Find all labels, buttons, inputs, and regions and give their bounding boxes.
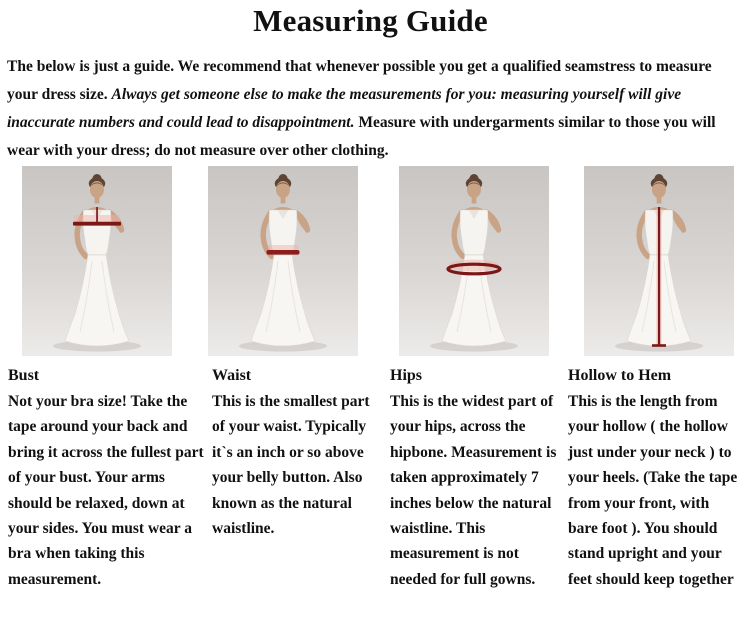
section-heading-hips: Hips xyxy=(390,367,423,384)
section-hips xyxy=(390,363,562,592)
hips-measurement-figure xyxy=(399,166,549,356)
intro-paragraph xyxy=(7,53,735,165)
intro-emphasis: Always get someone else to make the measurements for you: measuring yourself will give inaccurate numbers and could lead to disappointment. xyxy=(7,86,682,131)
section-hollow-to-hem xyxy=(568,363,738,592)
intro-tail: Measure with undergarments similar to those you will wear with your dress; do not measure over other clothing. xyxy=(7,114,716,159)
sections-row xyxy=(0,363,741,592)
section-waist xyxy=(212,363,383,592)
intro-lead: The below is just a guide. We recommend that whenever possible you get a qualified seamstress to measure your dress size. xyxy=(7,58,712,103)
section-body-hips: This is the widest part of your hips, across the hipbone. Measurement is taken approximately 7 inches below the natural waistline. This measurement is not needed for full gowns. xyxy=(390,393,557,588)
section-heading-waist: Waist xyxy=(212,367,252,384)
section-body-hollow-to-hem: This is the length from your hollow ( the hollow just under your neck ) to your heels. (Take the tape from your front, with bare foot ). You should stand upright and your feet should keep together xyxy=(568,393,738,588)
section-body-waist: This is the smallest part of your waist. Typically it`s an inch or so above your belly button. Also known as the natural waistline. xyxy=(212,393,370,538)
waist-line-overlay xyxy=(267,245,300,255)
page-title: Measuring Guide xyxy=(253,3,488,38)
section-heading-bust: Bust xyxy=(8,367,40,384)
section-bust xyxy=(8,363,205,592)
section-heading-hollow-to-hem: Hollow to Hem xyxy=(568,367,672,384)
measurement-photos-row xyxy=(0,166,741,356)
hollow-to-hem-measurement-figure xyxy=(584,166,734,356)
bust-measurement-figure xyxy=(22,166,172,356)
measuring-guide-page xyxy=(0,3,741,637)
section-body-bust: Not your bra size! Take the tape around your back and bring it across the fullest part of your bust. Your arms should be relaxed, down at your sides. You must wear a bra when taking this measurement. xyxy=(8,393,204,588)
waist-measurement-figure xyxy=(208,166,358,356)
